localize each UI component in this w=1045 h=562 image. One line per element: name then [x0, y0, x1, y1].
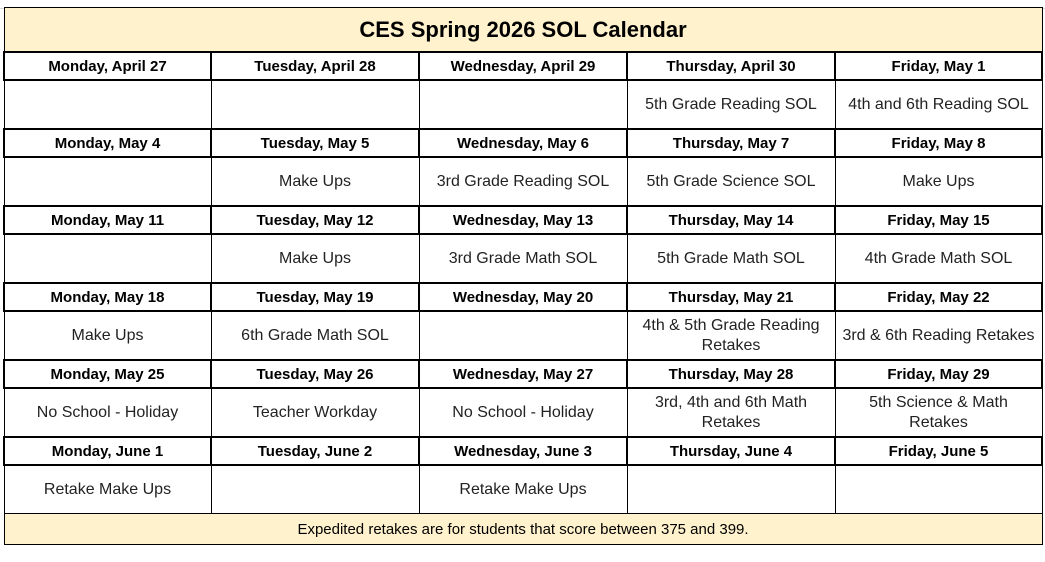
- day-header[interactable]: Wednesday, April 29: [419, 52, 627, 80]
- event-cell[interactable]: 4th and 6th Reading SOL: [835, 80, 1042, 129]
- event-cell[interactable]: 3rd Grade Reading SOL: [419, 157, 627, 206]
- day-header[interactable]: Wednesday, June 3: [419, 437, 627, 465]
- day-header[interactable]: Wednesday, May 27: [419, 360, 627, 388]
- event-cell[interactable]: Teacher Workday: [211, 388, 419, 437]
- event-cell[interactable]: Make Ups: [211, 157, 419, 206]
- calendar-footnote[interactable]: Expedited retakes are for students that score between 375 and 399.: [4, 514, 1042, 545]
- day-header[interactable]: Thursday, April 30: [627, 52, 835, 80]
- day-header[interactable]: Monday, June 1: [4, 437, 211, 465]
- day-header[interactable]: Thursday, May 7: [627, 129, 835, 157]
- calendar-title[interactable]: CES Spring 2026 SOL Calendar: [4, 8, 1042, 53]
- day-header[interactable]: Friday, May 8: [835, 129, 1042, 157]
- day-header[interactable]: Tuesday, May 26: [211, 360, 419, 388]
- event-cell[interactable]: 3rd, 4th and 6th Math Retakes: [627, 388, 835, 437]
- event-cell[interactable]: [211, 80, 419, 129]
- event-cell[interactable]: [419, 311, 627, 360]
- day-header[interactable]: Tuesday, May 12: [211, 206, 419, 234]
- event-cell[interactable]: [627, 465, 835, 514]
- event-cell[interactable]: Make Ups: [835, 157, 1042, 206]
- day-header[interactable]: Monday, May 25: [4, 360, 211, 388]
- event-cell[interactable]: Make Ups: [4, 311, 211, 360]
- event-cell[interactable]: [419, 80, 627, 129]
- day-header[interactable]: Monday, May 4: [4, 129, 211, 157]
- day-header[interactable]: Thursday, May 21: [627, 283, 835, 311]
- day-header[interactable]: Monday, May 11: [4, 206, 211, 234]
- event-cell[interactable]: [835, 465, 1042, 514]
- event-cell[interactable]: No School - Holiday: [419, 388, 627, 437]
- event-cell[interactable]: 5th Grade Science SOL: [627, 157, 835, 206]
- day-header[interactable]: Monday, April 27: [4, 52, 211, 80]
- calendar-table: [3, 7, 1043, 545]
- event-cell[interactable]: [4, 234, 211, 283]
- event-cell[interactable]: 5th Grade Reading SOL: [627, 80, 835, 129]
- sol-calendar: [3, 7, 1041, 545]
- day-header[interactable]: Thursday, May 14: [627, 206, 835, 234]
- day-header[interactable]: Tuesday, May 5: [211, 129, 419, 157]
- event-cell[interactable]: Make Ups: [211, 234, 419, 283]
- day-header[interactable]: Monday, May 18: [4, 283, 211, 311]
- day-header[interactable]: Tuesday, April 28: [211, 52, 419, 80]
- event-cell[interactable]: 3rd & 6th Reading Retakes: [835, 311, 1042, 360]
- day-header[interactable]: Thursday, June 4: [627, 437, 835, 465]
- event-cell[interactable]: 4th & 5th Grade Reading Retakes: [627, 311, 835, 360]
- day-header[interactable]: Friday, May 22: [835, 283, 1042, 311]
- day-header[interactable]: Wednesday, May 13: [419, 206, 627, 234]
- day-header[interactable]: Friday, May 15: [835, 206, 1042, 234]
- day-header[interactable]: Friday, May 1: [835, 52, 1042, 80]
- event-cell[interactable]: [4, 80, 211, 129]
- event-cell[interactable]: 3rd Grade Math SOL: [419, 234, 627, 283]
- event-cell[interactable]: Retake Make Ups: [4, 465, 211, 514]
- event-cell[interactable]: [211, 465, 419, 514]
- day-header[interactable]: Wednesday, May 20: [419, 283, 627, 311]
- event-cell[interactable]: 6th Grade Math SOL: [211, 311, 419, 360]
- event-cell[interactable]: [4, 157, 211, 206]
- day-header[interactable]: Tuesday, June 2: [211, 437, 419, 465]
- day-header[interactable]: Tuesday, May 19: [211, 283, 419, 311]
- event-cell[interactable]: 5th Science & Math Retakes: [835, 388, 1042, 437]
- event-cell[interactable]: Retake Make Ups: [419, 465, 627, 514]
- event-cell[interactable]: 4th Grade Math SOL: [835, 234, 1042, 283]
- day-header[interactable]: Friday, May 29: [835, 360, 1042, 388]
- event-cell[interactable]: No School - Holiday: [4, 388, 211, 437]
- day-header[interactable]: Wednesday, May 6: [419, 129, 627, 157]
- day-header[interactable]: Friday, June 5: [835, 437, 1042, 465]
- day-header[interactable]: Thursday, May 28: [627, 360, 835, 388]
- event-cell[interactable]: 5th Grade Math SOL: [627, 234, 835, 283]
